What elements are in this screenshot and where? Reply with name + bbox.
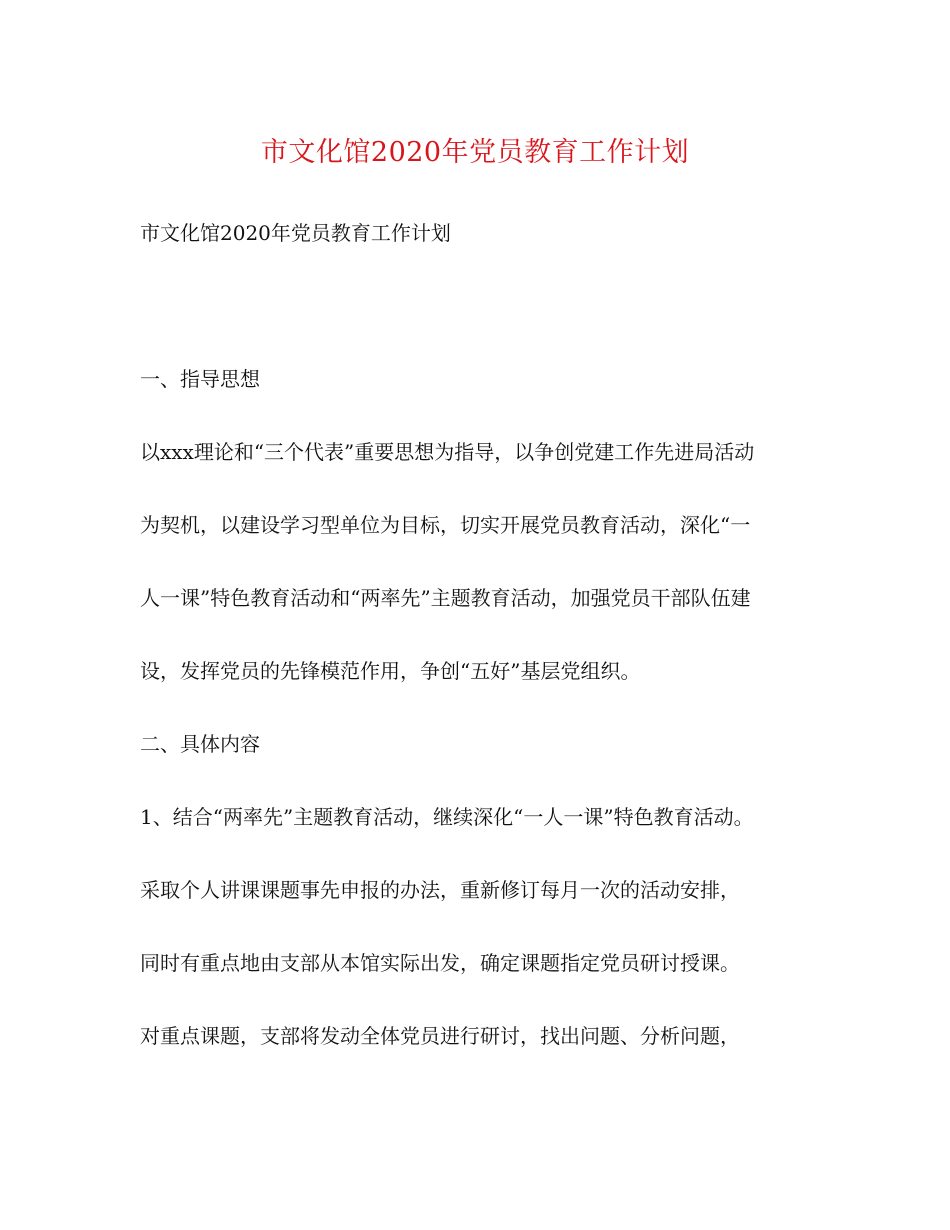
section-heading-specific-content: 二、具体内容 [140, 732, 260, 756]
body-line: 对重点课题，支部将发动全体党员进行研讨，找出问题、分析问题， [140, 1024, 740, 1048]
body-line: 同时有重点地由支部从本馆实际出发，确定课题指定党员研讨授课。 [140, 951, 740, 975]
body-line: 1、结合“两率先”主题教育活动，继续深化“一人一课”特色教育活动。 [140, 805, 754, 829]
body-line: 人一课”特色教育活动和“两率先”主题教育活动，加强党员干部队伍建 [140, 586, 751, 610]
body-line: 采取个人讲课课题事先申报的办法，重新修订每月一次的活动安排， [140, 878, 740, 902]
section-heading-guiding-thought: 一、指导思想 [140, 367, 260, 391]
body-line: 为契机，以建设学习型单位为目标，切实开展党员教育活动，深化“一 [140, 513, 751, 537]
body-line: 以xxx理论和“三个代表”重要思想为指导，以争创党建工作先进局活动 [140, 440, 755, 464]
document-title: 市文化馆2020年党员教育工作计划 [260, 137, 690, 168]
document-subtitle: 市文化馆2020年党员教育工作计划 [140, 221, 451, 245]
body-line: 设，发挥党员的先锋模范作用，争创“五好”基层党组织。 [140, 659, 641, 683]
